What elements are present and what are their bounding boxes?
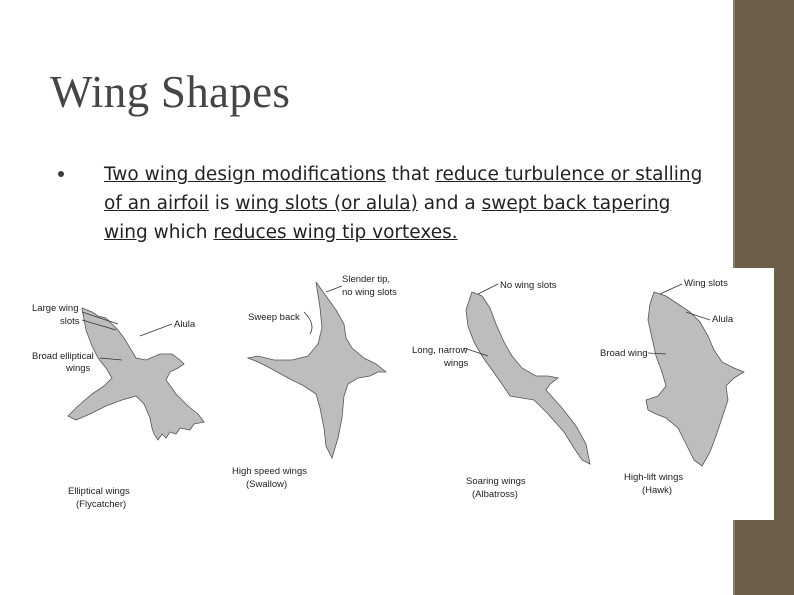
svg-text:Long, narrow <box>412 345 468 356</box>
wing-shapes-figure <box>26 268 774 520</box>
bullet-segment: reduces wing tip vortexes. <box>213 222 458 243</box>
label-broad-wing: Broad wing <box>600 348 648 359</box>
bullet-segment: which <box>147 222 214 243</box>
label-slender-tip-1: Slender tip, <box>342 274 391 285</box>
caption-flycatcher-1: Elliptical wings <box>68 486 130 497</box>
label-broad-elliptical-1: Broad elliptical <box>32 351 94 362</box>
svg-text:High-lift wings <box>624 472 683 483</box>
label-large-wing-slots-1: Large wing <box>32 303 79 314</box>
label-wing-slots: Wing slots <box>684 278 728 289</box>
svg-text:(Albatross) <box>472 489 518 500</box>
bullet-segment: and a <box>417 193 482 214</box>
bullet-segment: Two wing design modifications <box>104 164 386 185</box>
svg-text:High speed wings <box>232 466 307 477</box>
caption-flycatcher-2: (Flycatcher) <box>76 499 127 510</box>
swallow-silhouette <box>248 282 386 458</box>
label-broad-elliptical-2: wings <box>66 363 91 374</box>
svg-text:wings <box>443 358 469 369</box>
bullet-segment: swept back tapering wing <box>104 193 671 243</box>
bullet-segment: that <box>385 164 436 185</box>
svg-text:(Hawk) <box>642 485 672 496</box>
caption-hawk-2: (Hawk) <box>642 485 673 496</box>
caption-albatross-2: (Albatross) <box>472 489 518 500</box>
wing-shapes-illustration <box>26 268 774 520</box>
bullet-icon <box>58 171 64 177</box>
caption-hawk-1: High-lift wings <box>624 472 684 483</box>
label-alula-1: Alula <box>174 319 196 330</box>
bullet-segment: is <box>208 193 236 214</box>
svg-text:Soaring wings <box>466 476 526 487</box>
label-long-narrow-2: wings <box>444 358 469 369</box>
caption-albatross-1: Soaring wings <box>466 476 526 487</box>
label-long-narrow-1: Long, narrow <box>412 345 468 356</box>
bullet-text <box>104 160 704 247</box>
label-alula-4: Alula <box>712 314 734 325</box>
caption-swallow-2: (Swallow) <box>246 479 288 490</box>
bullet-segment: wing slots (or alula) <box>235 193 418 214</box>
caption-swallow-1: High speed wings <box>232 466 307 477</box>
label-no-wing-slots: No wing slots <box>500 280 557 291</box>
slide-title: Wing Shapes <box>50 67 291 117</box>
albatross-silhouette <box>466 292 590 464</box>
svg-text:slots <box>60 316 80 327</box>
svg-text:(Flycatcher) <box>76 499 126 510</box>
svg-text:wings <box>65 363 91 374</box>
label-large-wing-slots-2: slots <box>60 316 80 327</box>
svg-text:no wing slots <box>342 287 397 298</box>
svg-text:Slender tip, <box>342 274 390 285</box>
label-slender-tip-2: no wing slots <box>342 287 397 298</box>
bullet-segment: reduce turbulence or stalling of an airfoil <box>104 164 703 214</box>
label-sweep-back: Sweep back <box>248 312 300 323</box>
svg-text:Elliptical wings <box>68 486 130 497</box>
svg-text:Broad elliptical <box>32 351 94 362</box>
svg-text:(Swallow) <box>246 479 287 490</box>
svg-text:Large wing <box>32 303 78 314</box>
